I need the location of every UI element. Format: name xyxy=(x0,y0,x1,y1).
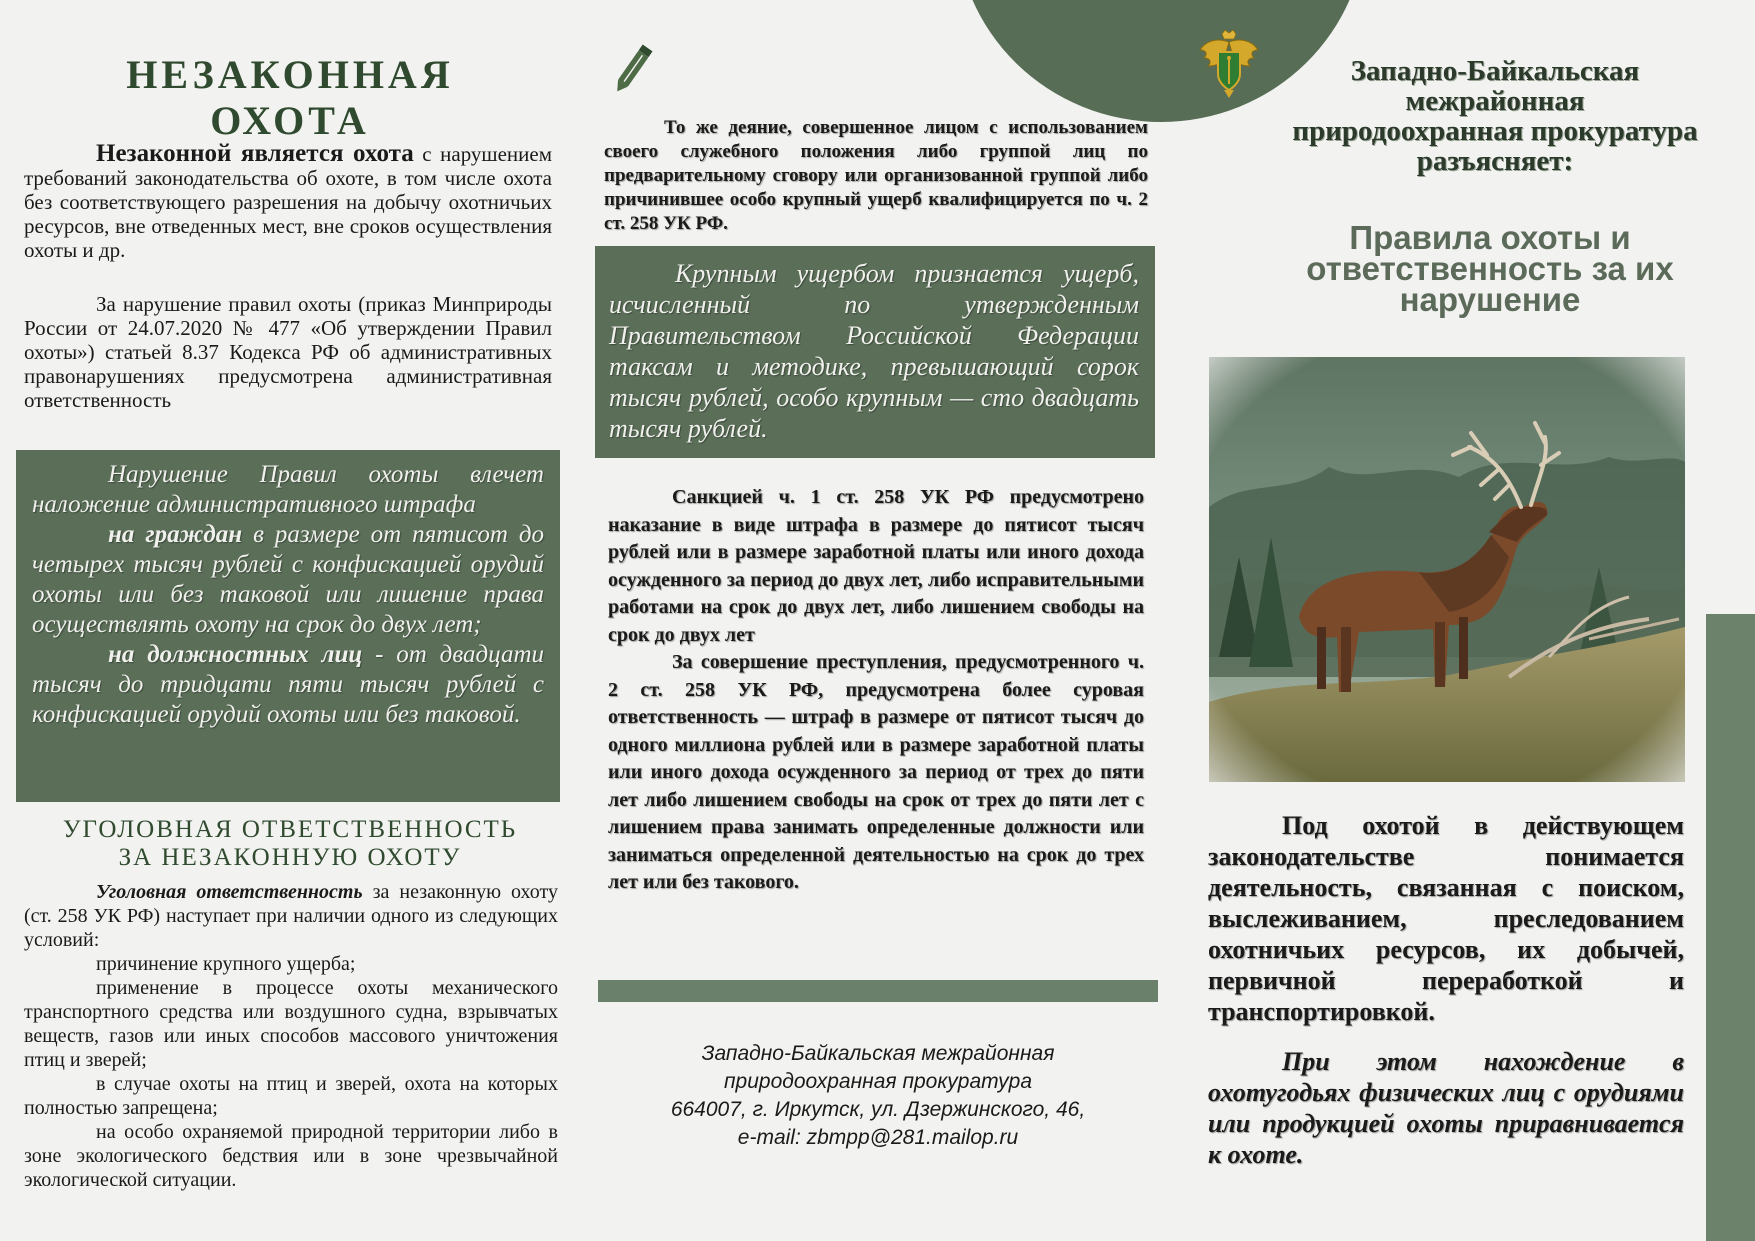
condition-item: на особо охраняемой природной территории либо в зоне экологического бедствия или в зоне чрезвычайной экологической ситуации. xyxy=(24,1121,558,1191)
condition-item: в случае охоты на птиц и зверей, охота на которых полностью запрещена; xyxy=(24,1073,558,1119)
condition-item: причинение крупного ущерба; xyxy=(96,953,356,975)
brochure-subtitle xyxy=(1240,219,1740,318)
red-deer-stag-photo xyxy=(1209,357,1685,782)
title-line-2: ОХОТА xyxy=(210,98,370,143)
criminal-rest: за незаконную охоту (ст. 258 УК РФ) наступает при наличии одного из следующих условий: xyxy=(24,881,558,951)
office-line-2: межрайонная xyxy=(1405,85,1585,117)
office-line-1: Западно-Байкальская xyxy=(1350,55,1640,87)
fine-intro: Нарушение Правил охоты влечет наложение административного штрафа xyxy=(32,461,544,518)
contact-email[interactable]: e-mail: zbmpp@281.mailop.ru xyxy=(737,1126,1019,1149)
intro-lead: Незаконной является охота xyxy=(96,140,414,167)
intro-rest: с нарушением требований законодательства об охоте, в том числе охота без соответствующего разрешения на добычу охотничьих ресурсов, вне отведенных мест, вне сроков осуществления охоты и др. xyxy=(24,142,553,262)
criminal-heading-line-1: УГОЛОВНАЯ ОТВЕТСТВЕННОСТЬ xyxy=(62,816,518,843)
fine-officials-label: на должностных лиц xyxy=(108,641,363,668)
admin-paragraph xyxy=(24,292,552,412)
sanctions-paragraphs xyxy=(608,484,1144,897)
subtitle-line-3: нарушение xyxy=(1399,281,1581,318)
fine-citizens-text: в размере от пятисот до четырех тысяч рублей с конфискацией орудий охоты или без таковой или лишение права осуществлять охоту на срок до двух лет; xyxy=(32,521,544,638)
condition-item: применение в процессе охоты механического транспортного средства или воздушного судна, взрывчатых веществ, газов или иных способов массового уничтожения птиц и зверей; xyxy=(24,977,558,1071)
contact-block xyxy=(598,1040,1158,1152)
fine-officials-text: - от двадцати тысяч до тридцати пяти тысяч рублей с конфискацией орудий охоты или без таковой. xyxy=(32,641,545,728)
damage-text: Крупным ущербом признается ущерб, исчисленный по утвержденным Правительством Российской Федерации таксам и методике, превышающий сорок тысяч рублей, особо крупным — сто двадцать тысяч рублей. xyxy=(609,259,1139,443)
criminal-lead: Уголовная ответственность xyxy=(96,881,363,903)
definition-paragraph xyxy=(1208,810,1684,1027)
office-title xyxy=(1240,56,1750,176)
definition-text: Под охотой в действующем законодательстве понимается деятельность, связанная с поиском, выслеживанием, преследованием охотничьих ресурсов, их добычей, первичной переработкой и транспортировкой. xyxy=(1208,811,1684,1026)
sanction-part2: За совершение преступления, предусмотренного ч. 2 ст. 258 УК РФ, предусмотрена более суровая ответственность — штраф в размере от пятисот тысяч до одного миллиона рублей или в размере заработной платы или иного дохода осужденного за период от трех до пяти лет либо лишением свободы на срок от трех до пяти лет с лишением права занимать определенные должности или заниматься определенной деятельностью на срок до трех лет или без такового. xyxy=(608,651,1144,893)
criminal-body xyxy=(24,880,558,1192)
contact-line-1: Западно-Байкальская межрайонная xyxy=(701,1042,1055,1065)
presence-paragraph xyxy=(1208,1046,1684,1170)
intro-paragraph xyxy=(24,142,552,262)
part2-paragraph xyxy=(604,116,1148,236)
presence-text: При этом нахождение в охотугодьях физических лиц с орудиями или продукцией охоты приравнивается к охоте. xyxy=(1208,1047,1684,1169)
office-line-4: разъясняет: xyxy=(1416,145,1574,177)
admin-text: За нарушение правил охоты (приказ Минприроды России от 24.07.2020 № 477 «Об утверждении Правил охоты») статьей 8.37 Кодекса РФ об административных правонарушениях предусмотрена административная ответственность xyxy=(24,292,552,412)
subtitle-line-2: ответственность за их xyxy=(1306,250,1674,287)
pencil-icon xyxy=(610,38,660,94)
part2-text: То же деяние, совершенное лицом с использованием своего служебного положения либо группой лиц по предварительному сговору или организованной группой либо причинившее особо крупный ущерб квалифицируется по ч. 2 ст. 258 УК РФ. xyxy=(604,117,1148,234)
subtitle-line-1: Правила охоты и xyxy=(1349,219,1631,256)
sanction-part1: Санкцией ч. 1 ст. 258 УК РФ предусмотрено наказание в виде штрафа в размере до пятисот тысяч рублей или в размере заработной платы или иного дохода осужденного за период до двух лет, либо исправительными работами на срок до двух лет, либо лишением свободы на срок до двух лет xyxy=(608,486,1144,646)
criminal-heading xyxy=(20,816,560,872)
damage-box xyxy=(595,246,1155,458)
divider-bar xyxy=(598,980,1158,1002)
fine-citizens-label: на граждан xyxy=(108,521,243,548)
page-title xyxy=(20,52,560,144)
right-edge-strip xyxy=(1706,614,1755,1241)
criminal-heading-line-2: ЗА НЕЗАКОННУЮ ОХОТУ xyxy=(118,844,462,871)
title-line-1: НЕЗАКОННАЯ xyxy=(126,52,454,97)
office-line-3: природоохранная прокуратура xyxy=(1292,115,1698,147)
admin-fine-box xyxy=(16,450,560,802)
contact-address: 664007, г. Иркутск, ул. Дзержинского, 46, xyxy=(670,1098,1086,1121)
contact-line-2: природоохранная прокуратура xyxy=(723,1070,1033,1093)
